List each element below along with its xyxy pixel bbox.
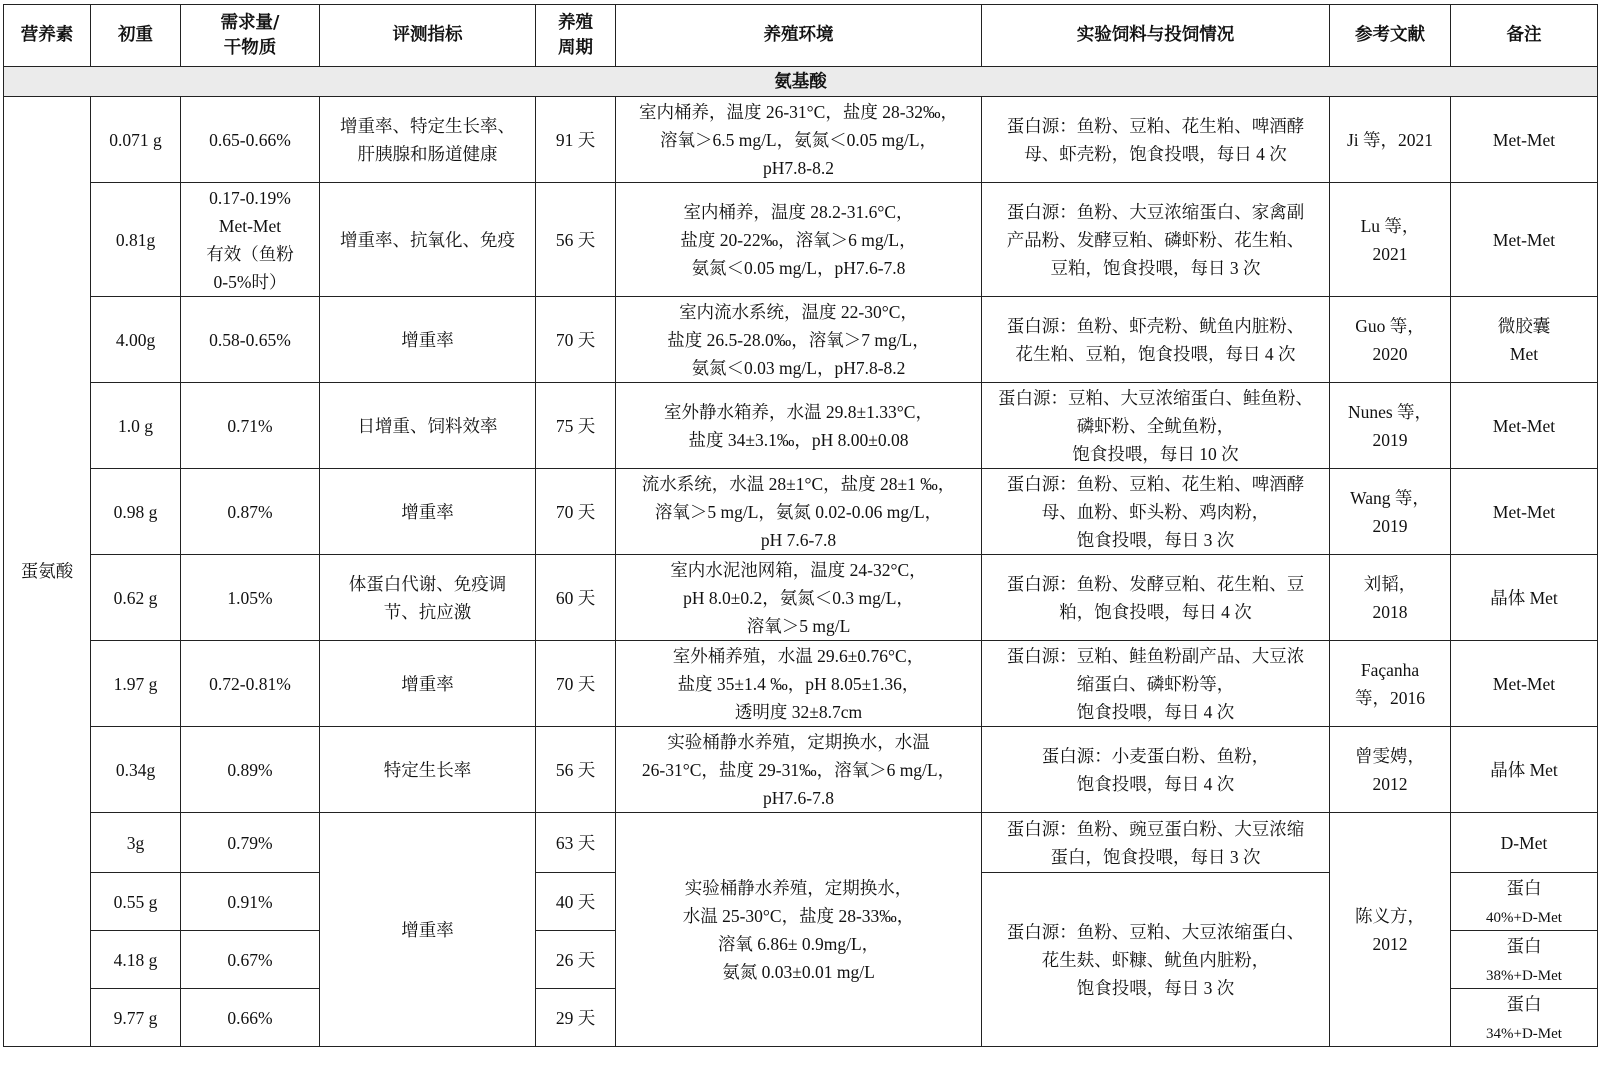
- col-header-feed: 实验饲料与投饲情况: [982, 5, 1330, 67]
- initial-weight-cell: 0.55 g: [91, 873, 181, 931]
- col-header-indicator: 评测指标: [320, 5, 536, 67]
- initial-weight-cell: 1.0 g: [91, 383, 181, 469]
- environment-cell: 室内桶养，温度 26-31°C，盐度 28-32‰， 溶氧＞6.5 mg/L，氨氮＜0.05 mg/L， pH7.8-8.2: [616, 97, 982, 183]
- feed-cell: 蛋白源：鱼粉、发酵豆粕、花生粕、豆 粕，饱食投喂，每日 4 次: [982, 555, 1330, 641]
- indicator-cell: 增重率: [320, 469, 536, 555]
- note-top: 蛋白: [1506, 935, 1542, 956]
- initial-weight-cell: 4.18 g: [91, 931, 181, 989]
- reference-cell: Ji 等，2021: [1330, 97, 1451, 183]
- feed-cell: 蛋白源：鱼粉、虾壳粉、鱿鱼内脏粉、 花生粕、豆粕，饱食投喂，每日 4 次: [982, 297, 1330, 383]
- environment-cell: 室外桶养殖，水温 29.6±0.76°C， 盐度 35±1.4 ‰，pH 8.05±1.36， 透明度 32±8.7cm: [616, 641, 982, 727]
- environment-cell: 室内流水系统，温度 22-30°C， 盐度 26.5-28.0‰，溶氧＞7 mg/L， 氨氮＜0.03 mg/L，pH7.8-8.2: [616, 297, 982, 383]
- section-title: 氨基酸: [4, 67, 1598, 97]
- requirement-cell: 0.79%: [181, 813, 320, 873]
- reference-cell: Wang 等， 2019: [1330, 469, 1451, 555]
- note-cell: 晶体 Met: [1451, 727, 1598, 813]
- period-cell: 70 天: [536, 297, 616, 383]
- reference-cell: 刘韬， 2018: [1330, 555, 1451, 641]
- period-cell: 56 天: [536, 183, 616, 297]
- feed-cell: 蛋白源：豆粕、大豆浓缩蛋白、鲑鱼粉、 磷虾粉、全鱿鱼粉， 饱食投喂，每日 10 次: [982, 383, 1330, 469]
- initial-weight-cell: 9.77 g: [91, 989, 181, 1047]
- feed-cell: 蛋白源：鱼粉、豆粕、花生粕、啤酒酵 母、虾壳粉，饱食投喂，每日 4 次: [982, 97, 1330, 183]
- reference-cell: Façanha 等，2016: [1330, 641, 1451, 727]
- table-row: [4, 469, 1598, 555]
- feed-cell: 蛋白源：鱼粉、豆粕、花生粕、啤酒酵 母、血粉、虾头粉、鸡肉粉， 饱食投喂，每日 3 次: [982, 469, 1330, 555]
- note-bottom: 34%+D-Met: [1486, 1025, 1562, 1042]
- table-row: [4, 297, 1598, 383]
- period-cell: 70 天: [536, 641, 616, 727]
- note-cell: 晶体 Met: [1451, 555, 1598, 641]
- environment-cell: 室外静水箱养，水温 29.8±1.33°C， 盐度 34±3.1‰，pH 8.00±0.08: [616, 383, 982, 469]
- section-row: [4, 67, 1598, 97]
- methionine-requirement-table: [3, 4, 1598, 1047]
- requirement-cell: 1.05%: [181, 555, 320, 641]
- feed-cell: 蛋白源：鱼粉、豆粕、大豆浓缩蛋白、 花生麸、虾糠、鱿鱼内脏粉， 饱食投喂，每日 3 次: [982, 873, 1330, 1047]
- note-bottom: 40%+D-Met: [1486, 909, 1562, 926]
- col-header-requirement: 需求量/ 干物质: [181, 5, 320, 67]
- initial-weight-cell: 4.00g: [91, 297, 181, 383]
- indicator-cell: 日增重、饲料效率: [320, 383, 536, 469]
- header-row: [4, 5, 1598, 67]
- note-cell: D-Met: [1451, 813, 1598, 873]
- period-cell: 29 天: [536, 989, 616, 1047]
- table-row: [4, 183, 1598, 297]
- note-cell: Met-Met: [1451, 97, 1598, 183]
- reference-cell: 陈义方， 2012: [1330, 813, 1451, 1047]
- requirement-cell: 0.58-0.65%: [181, 297, 320, 383]
- period-cell: 56 天: [536, 727, 616, 813]
- reference-cell: Lu 等， 2021: [1330, 183, 1451, 297]
- table-row: [4, 641, 1598, 727]
- note-cell: [1451, 989, 1598, 1047]
- col-header-note: 备注: [1451, 5, 1598, 67]
- period-cell: 91 天: [536, 97, 616, 183]
- environment-cell: 室内桶养，温度 28.2-31.6°C， 盐度 20-22‰，溶氧＞6 mg/L， 氨氮＜0.05 mg/L，pH7.6-7.8: [616, 183, 982, 297]
- nutrient-cell: 蛋氨酸: [4, 97, 91, 1047]
- table-row: [4, 727, 1598, 813]
- note-bottom: 38%+D-Met: [1486, 967, 1562, 984]
- col-header-period: 养殖 周期: [536, 5, 616, 67]
- note-top: 蛋白: [1506, 877, 1542, 898]
- period-cell: 75 天: [536, 383, 616, 469]
- col-header-nutrient: 营养素: [4, 5, 91, 67]
- requirement-cell: 0.87%: [181, 469, 320, 555]
- reference-cell: Guo 等， 2020: [1330, 297, 1451, 383]
- indicator-cell: 体蛋白代谢、免疫调 节、抗应激: [320, 555, 536, 641]
- indicator-cell: 特定生长率: [320, 727, 536, 813]
- initial-weight-cell: 0.34g: [91, 727, 181, 813]
- requirement-cell: 0.91%: [181, 873, 320, 931]
- environment-cell: 室内水泥池网箱，温度 24-32°C， pH 8.0±0.2，氨氮＜0.3 mg/L， 溶氧＞5 mg/L: [616, 555, 982, 641]
- feed-cell: 蛋白源：鱼粉、大豆浓缩蛋白、家禽副 产品粉、发酵豆粕、磷虾粉、花生粕、 豆粕，饱食投喂，每日 3 次: [982, 183, 1330, 297]
- environment-cell: 实验桶静水养殖，定期换水， 水温 25-30°C，盐度 28-33‰， 溶氧 6.86± 0.9mg/L， 氨氮 0.03±0.01 mg/L: [616, 813, 982, 1047]
- indicator-cell: 增重率、特定生长率、 肝胰腺和肠道健康: [320, 97, 536, 183]
- note-cell: Met-Met: [1451, 383, 1598, 469]
- feed-cell: 蛋白源：豆粕、鲑鱼粉副产品、大豆浓 缩蛋白、磷虾粉等， 饱食投喂，每日 4 次: [982, 641, 1330, 727]
- initial-weight-cell: 0.81g: [91, 183, 181, 297]
- indicator-cell: 增重率: [320, 641, 536, 727]
- reference-cell: Nunes 等， 2019: [1330, 383, 1451, 469]
- requirement-cell: 0.17-0.19% Met-Met 有效（鱼粉 0-5%时）: [181, 183, 320, 297]
- period-cell: 63 天: [536, 813, 616, 873]
- col-header-reference: 参考文献: [1330, 5, 1451, 67]
- table-row: [4, 813, 1598, 873]
- indicator-cell: 增重率、抗氧化、免疫: [320, 183, 536, 297]
- note-cell: [1451, 873, 1598, 931]
- col-header-initial-weight: 初重: [91, 5, 181, 67]
- requirement-cell: 0.66%: [181, 989, 320, 1047]
- col-header-environment: 养殖环境: [616, 5, 982, 67]
- indicator-cell: 增重率: [320, 813, 536, 1047]
- initial-weight-cell: 1.97 g: [91, 641, 181, 727]
- period-cell: 70 天: [536, 469, 616, 555]
- requirement-cell: 0.72-0.81%: [181, 641, 320, 727]
- requirement-cell: 0.67%: [181, 931, 320, 989]
- indicator-cell: 增重率: [320, 297, 536, 383]
- initial-weight-cell: 0.62 g: [91, 555, 181, 641]
- requirement-cell: 0.71%: [181, 383, 320, 469]
- note-cell: Met-Met: [1451, 183, 1598, 297]
- period-cell: 40 天: [536, 873, 616, 931]
- note-cell: [1451, 931, 1598, 989]
- period-cell: 60 天: [536, 555, 616, 641]
- initial-weight-cell: 0.98 g: [91, 469, 181, 555]
- note-top: 蛋白: [1506, 993, 1542, 1014]
- table-row: [4, 383, 1598, 469]
- reference-cell: 曾雯娉， 2012: [1330, 727, 1451, 813]
- feed-cell: 蛋白源：鱼粉、豌豆蛋白粉、大豆浓缩 蛋白，饱食投喂，每日 3 次: [982, 813, 1330, 873]
- initial-weight-cell: 0.071 g: [91, 97, 181, 183]
- environment-cell: 流水系统，水温 28±1°C，盐度 28±1 ‰， 溶氧＞5 mg/L，氨氮 0.02-0.06 mg/L， pH 7.6-7.8: [616, 469, 982, 555]
- initial-weight-cell: 3g: [91, 813, 181, 873]
- table-row: [4, 555, 1598, 641]
- note-cell: 微胶囊 Met: [1451, 297, 1598, 383]
- period-cell: 26 天: [536, 931, 616, 989]
- note-cell: Met-Met: [1451, 641, 1598, 727]
- table-row: [4, 97, 1598, 183]
- environment-cell: 实验桶静水养殖，定期换水，水温 26-31°C，盐度 29-31‰，溶氧＞6 mg/L， pH7.6-7.8: [616, 727, 982, 813]
- requirement-cell: 0.65-0.66%: [181, 97, 320, 183]
- feed-cell: 蛋白源：小麦蛋白粉、鱼粉， 饱食投喂，每日 4 次: [982, 727, 1330, 813]
- requirement-cell: 0.89%: [181, 727, 320, 813]
- note-cell: Met-Met: [1451, 469, 1598, 555]
